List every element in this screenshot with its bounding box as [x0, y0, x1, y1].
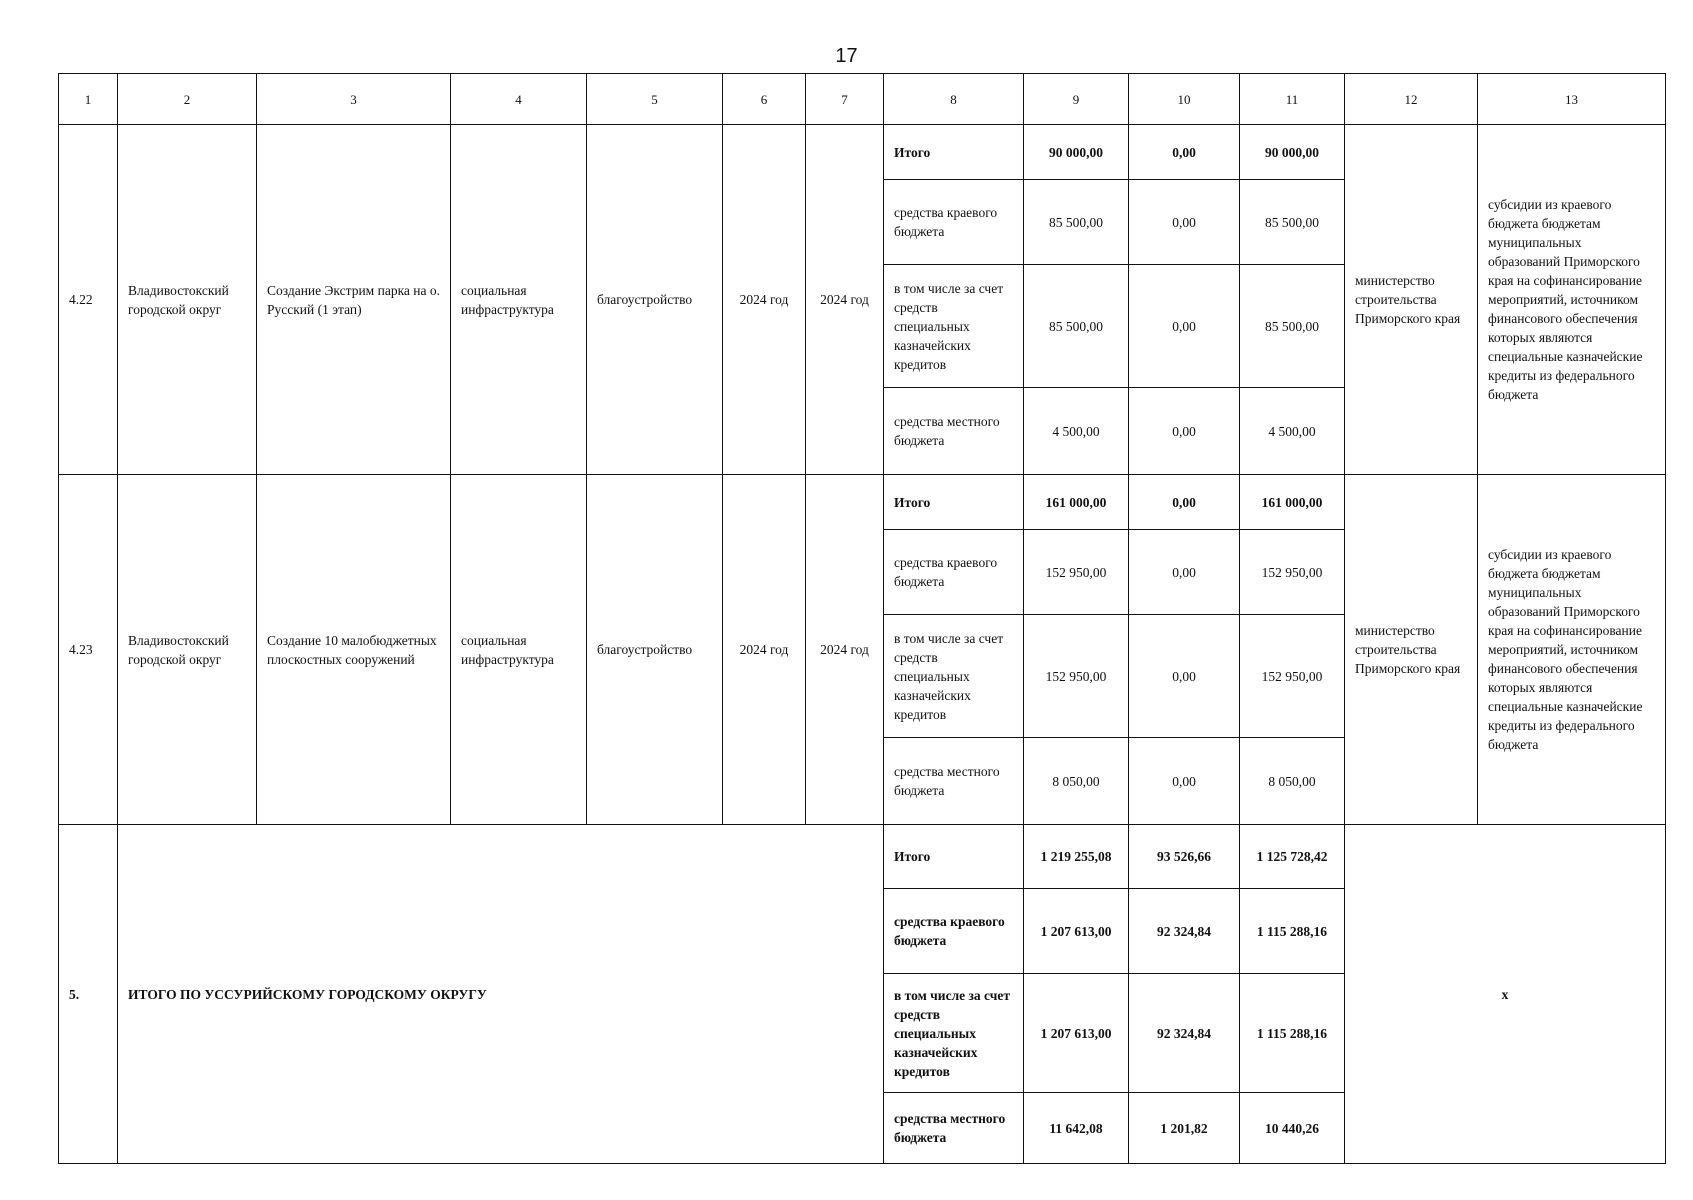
object-name-cell: Создание 10 малобюджетных плоскостных сооружений [257, 475, 451, 825]
end-year-cell: 2024 год [806, 125, 884, 475]
amount-prev: 92 324,84 [1129, 974, 1240, 1093]
end-year-cell: 2024 год [806, 475, 884, 825]
note-cell: субсидии из краевого бюджета бюджетам муниципальных образований Приморского края на софинансирование мероприятий, источником финансового обеспечения которых являются специальные казначейские кредиты из федерального бюджета [1478, 125, 1666, 475]
table-row [59, 475, 1666, 530]
column-header: 11 [1240, 74, 1345, 125]
column-header: 12 [1345, 74, 1478, 125]
amount-prev: 0,00 [1129, 388, 1240, 475]
funding-label: средства местного бюджета [884, 1093, 1024, 1164]
amount-year: 1 115 288,16 [1240, 889, 1345, 974]
amount-total: 8 050,00 [1024, 738, 1129, 825]
amount-total: 161 000,00 [1024, 475, 1129, 530]
funding-label: в том числе за счет средств специальных казначейских кредитов [884, 615, 1024, 738]
page-number: 17 [835, 45, 858, 67]
executor-cell: министерство строительства Приморского края [1345, 125, 1478, 475]
municipality-cell: Владивостокский городской округ [118, 475, 257, 825]
amount-prev: 0,00 [1129, 738, 1240, 825]
total-row [59, 825, 1666, 889]
funding-label: средства краевого бюджета [884, 180, 1024, 265]
amount-year: 85 500,00 [1240, 265, 1345, 388]
funding-label: средства краевого бюджета [884, 530, 1024, 615]
sphere-cell: социальная инфраструктура [451, 475, 587, 825]
funding-label: в том числе за счет средств специальных казначейских кредитов [884, 974, 1024, 1093]
amount-prev: 0,00 [1129, 265, 1240, 388]
total-number: 5. [59, 825, 118, 1164]
amount-year: 152 950,00 [1240, 530, 1345, 615]
amount-year: 8 050,00 [1240, 738, 1345, 825]
column-header: 9 [1024, 74, 1129, 125]
amount-prev: 0,00 [1129, 125, 1240, 180]
amount-total: 1 207 613,00 [1024, 974, 1129, 1093]
column-header: 1 [59, 74, 118, 125]
amount-prev: 93 526,66 [1129, 825, 1240, 889]
amount-total: 85 500,00 [1024, 180, 1129, 265]
start-year-cell: 2024 год [723, 475, 806, 825]
amount-year: 1 115 288,16 [1240, 974, 1345, 1093]
direction-cell: благоустройство [587, 125, 723, 475]
object-name-cell: Создание Экстрим парка на о. Русский (1 этап) [257, 125, 451, 475]
amount-prev: 0,00 [1129, 615, 1240, 738]
funding-label: средства местного бюджета [884, 388, 1024, 475]
funding-label: Итого [884, 475, 1024, 530]
amount-year: 1 125 728,42 [1240, 825, 1345, 889]
start-year-cell: 2024 год [723, 125, 806, 475]
table-row [59, 125, 1666, 180]
funding-label: Итого [884, 825, 1024, 889]
amount-prev: 0,00 [1129, 180, 1240, 265]
funding-label: средства местного бюджета [884, 738, 1024, 825]
column-number-header-row [59, 74, 1666, 125]
direction-cell: благоустройство [587, 475, 723, 825]
column-header: 10 [1129, 74, 1240, 125]
column-header: 6 [723, 74, 806, 125]
column-header: 13 [1478, 74, 1666, 125]
column-header: 5 [587, 74, 723, 125]
amount-year: 85 500,00 [1240, 180, 1345, 265]
municipality-cell: Владивостокский городской округ [118, 125, 257, 475]
amount-year: 90 000,00 [1240, 125, 1345, 180]
amount-total: 4 500,00 [1024, 388, 1129, 475]
amount-total: 1 219 255,08 [1024, 825, 1129, 889]
row-number: 4.23 [59, 475, 118, 825]
note-cell: субсидии из краевого бюджета бюджетам муниципальных образований Приморского края на софинансирование мероприятий, источником финансового обеспечения которых являются специальные казначейские кредиты из федерального бюджета [1478, 475, 1666, 825]
amount-year: 10 440,26 [1240, 1093, 1345, 1164]
budget-table [58, 73, 1666, 1164]
amount-prev: 92 324,84 [1129, 889, 1240, 974]
executor-cell: министерство строительства Приморского края [1345, 475, 1478, 825]
total-mark: x [1345, 825, 1666, 1164]
column-header: 8 [884, 74, 1024, 125]
column-header: 4 [451, 74, 587, 125]
amount-total: 90 000,00 [1024, 125, 1129, 180]
total-label: ИТОГО ПО УССУРИЙСКОМУ ГОРОДСКОМУ ОКРУГУ [118, 825, 884, 1164]
amount-total: 1 207 613,00 [1024, 889, 1129, 974]
column-header: 3 [257, 74, 451, 125]
funding-label: Итого [884, 125, 1024, 180]
amount-total: 152 950,00 [1024, 615, 1129, 738]
amount-total: 152 950,00 [1024, 530, 1129, 615]
funding-label: в том числе за счет средств специальных казначейских кредитов [884, 265, 1024, 388]
amount-year: 4 500,00 [1240, 388, 1345, 475]
column-header: 7 [806, 74, 884, 125]
column-header: 2 [118, 74, 257, 125]
amount-year: 152 950,00 [1240, 615, 1345, 738]
amount-total: 85 500,00 [1024, 265, 1129, 388]
funding-label: средства краевого бюджета [884, 889, 1024, 974]
sphere-cell: социальная инфраструктура [451, 125, 587, 475]
amount-prev: 0,00 [1129, 475, 1240, 530]
amount-total: 11 642,08 [1024, 1093, 1129, 1164]
row-number: 4.22 [59, 125, 118, 475]
amount-prev: 1 201,82 [1129, 1093, 1240, 1164]
amount-year: 161 000,00 [1240, 475, 1345, 530]
amount-prev: 0,00 [1129, 530, 1240, 615]
